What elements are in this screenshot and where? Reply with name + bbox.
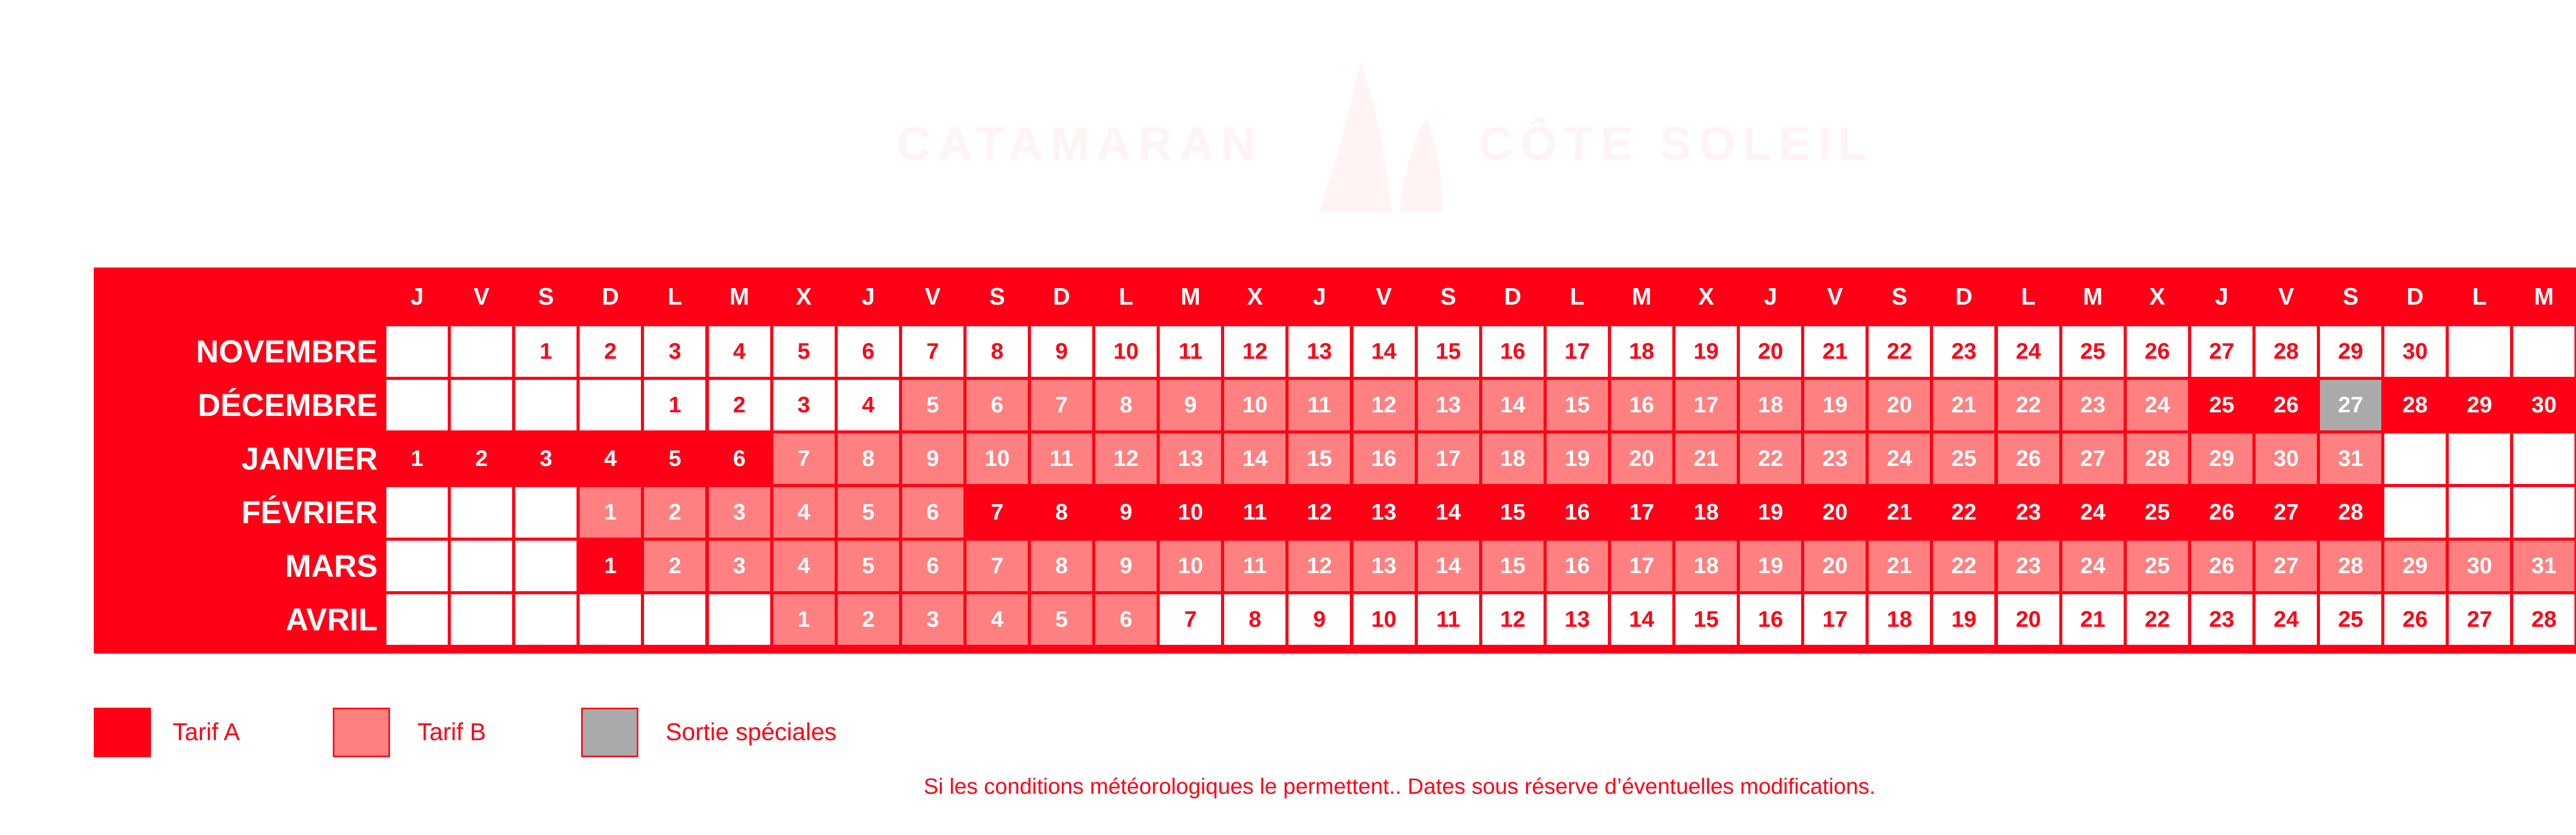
empty-day-cell [514,593,578,646]
day-cell-tarif-a: 18 [1674,486,1738,539]
month-label: FÉVRIER [241,495,378,530]
day-cell-tarif-b: 13 [1158,432,1223,486]
day-header: S [2343,282,2359,310]
day-header: L [1570,282,1585,310]
day-cell-tarif-b: 4 [965,593,1029,646]
empty-day-cell [578,593,642,646]
day-cell-tarif-a: 19 [1738,486,1803,539]
day-header: D [1955,282,1973,310]
day-cell: 11 [1416,593,1481,646]
day-cell-tarif-b: 21 [1931,378,1996,432]
day-cell-tarif-b: 8 [836,432,901,486]
day-header: V [925,282,941,310]
day-cell: 19 [1931,593,1996,646]
day-cell: 1 [642,378,707,432]
day-cell-tarif-b: 10 [1158,539,1223,593]
day-cell: 7 [1158,593,1223,646]
day-cell-tarif-b: 15 [1287,432,1351,486]
header-logo [896,57,1906,222]
day-header: S [1891,282,1908,310]
day-cell: 13 [1545,593,1609,646]
day-cell-tarif-b: 11 [1287,378,1351,432]
day-cell-tarif-a: 29 [2447,378,2512,432]
day-header: D [1504,282,1521,310]
day-header: J [2215,282,2229,310]
day-cell-tarif-b: 9 [1158,378,1223,432]
day-cell-tarif-a: 27 [2254,486,2318,539]
day-header: V [1827,282,1843,310]
day-cell-tarif-b: 1 [772,593,836,646]
tarif-calendar [94,268,2576,654]
day-cell-tarif-b: 20 [1803,539,1867,593]
legend-label-sortie-speciale: Sortie spéciales [666,718,837,745]
day-cell: 8 [1223,593,1287,646]
day-cell-tarif-b: 12 [1352,378,1416,432]
day-header: J [861,282,875,310]
day-cell-tarif-b: 22 [1996,378,2061,432]
day-cell-tarif-a: 6 [707,432,772,486]
day-cell: 18 [1609,325,1674,378]
day-cell: 15 [1674,593,1738,646]
day-cell-tarif-b: 23 [1996,539,2061,593]
day-cell: 11 [1158,325,1223,378]
day-cell: 21 [1803,325,1867,378]
day-cell-tarif-b: 4 [772,539,836,593]
day-cell-tarif-b: 9 [1094,539,1158,593]
day-cell: 17 [1803,593,1867,646]
empty-day-cell [385,539,449,593]
day-header: X [1247,282,1263,310]
empty-day-cell [2447,432,2512,486]
day-cell-tarif-b: 13 [1352,539,1416,593]
day-header: M [2534,282,2554,310]
day-cell-tarif-b: 20 [1867,378,1931,432]
day-cell-tarif-b: 8 [1029,539,1094,593]
day-cell-tarif-a: 17 [1609,486,1674,539]
day-cell-tarif-b: 3 [901,593,965,646]
empty-day-cell [2512,432,2576,486]
empty-day-cell [2512,325,2576,378]
day-cell-tarif-a: 22 [1931,486,1996,539]
day-cell: 27 [2190,325,2254,378]
day-cell-tarif-a: 7 [965,486,1029,539]
day-cell-tarif-b: 28 [2125,432,2190,486]
day-cell-tarif-b: 8 [1094,378,1158,432]
day-cell-tarif-b: 11 [1223,539,1287,593]
empty-day-cell [2383,432,2447,486]
day-cell-tarif-b: 1 [578,486,642,539]
day-cell-tarif-b: 22 [1931,539,1996,593]
day-header: D [602,282,619,310]
empty-day-cell [449,593,514,646]
day-header: S [1440,282,1456,310]
day-cell-tarif-a: 11 [1223,486,1287,539]
legend-swatch-tarif-a [94,708,151,757]
day-cell: 9 [1029,325,1094,378]
day-cell-tarif-b: 11 [1029,432,1094,486]
day-header: M [2082,282,2103,310]
day-cell: 19 [1674,325,1738,378]
day-header: X [2149,282,2165,310]
day-cell: 23 [2190,593,2254,646]
day-cell: 9 [1287,593,1351,646]
day-header: X [1698,282,1714,310]
day-cell-tarif-b: 27 [2061,432,2125,486]
day-cell-tarif-b: 16 [1609,378,1674,432]
day-cell-tarif-a: 15 [1481,486,1545,539]
day-cell-tarif-b: 20 [1609,432,1674,486]
day-cell-tarif-b: 16 [1352,432,1416,486]
empty-day-cell [449,539,514,593]
day-cell: 24 [2254,593,2318,646]
empty-day-cell [449,378,514,432]
day-cell-tarif-b: 17 [1416,432,1481,486]
day-cell-tarif-b: 25 [2125,539,2190,593]
day-cell-tarif-a: 24 [2061,486,2125,539]
day-cell-tarif-b: 17 [1674,378,1738,432]
day-cell-tarif-a: 13 [1352,486,1416,539]
day-cell-tarif-b: 30 [2254,432,2318,486]
day-cell-tarif-b: 3 [707,539,772,593]
day-header: M [1632,282,1652,310]
day-cell: 16 [1738,593,1803,646]
day-cell: 20 [1738,325,1803,378]
empty-day-cell [514,378,578,432]
day-cell: 15 [1416,325,1481,378]
day-cell-tarif-b: 22 [1738,432,1803,486]
day-cell-tarif-b: 10 [1223,378,1287,432]
day-cell-tarif-b: 5 [901,378,965,432]
day-cell-tarif-b: 6 [965,378,1029,432]
logo-right-text [1479,117,1874,170]
day-header: S [538,282,554,310]
day-cell: 28 [2254,325,2318,378]
day-cell: 25 [2318,593,2383,646]
day-cell: 27 [2447,593,2512,646]
day-cell-tarif-b: 7 [965,539,1029,593]
day-cell-tarif-a: 8 [1029,486,1094,539]
day-cell-tarif-a: 26 [2190,486,2254,539]
day-cell-tarif-b: 5 [836,539,901,593]
day-cell-tarif-b: 26 [2190,539,2254,593]
day-cell-tarif-a: 23 [1996,486,2061,539]
empty-day-cell [2383,486,2447,539]
day-cell-tarif-b: 25 [1931,432,1996,486]
day-cell-tarif-b: 15 [1481,539,1545,593]
empty-day-cell [449,325,514,378]
logo-left-text [896,118,1262,170]
logo-sail-icon [1319,62,1443,211]
empty-day-cell [642,593,707,646]
empty-day-cell [385,486,449,539]
empty-day-cell [514,486,578,539]
day-cell-tarif-b: 26 [1996,432,2061,486]
disclaimer-note: Si les conditions météorologiques le permettent.. Dates sous réserve d’éventuelles modifications. [923,774,1876,799]
day-cell: 1 [514,325,578,378]
day-cell-tarif-b: 3 [707,486,772,539]
day-cell-tarif-a: 30 [2512,378,2576,432]
day-cell-tarif-b: 7 [1029,378,1094,432]
day-cell: 4 [707,325,772,378]
day-cell-tarif-a: 26 [2254,378,2318,432]
day-cell-tarif-a: 12 [1287,486,1351,539]
day-cell-tarif-b: 6 [901,486,965,539]
day-cell-tarif-b: 21 [1674,432,1738,486]
day-cell: 10 [1352,593,1416,646]
day-cell-tarif-b: 2 [642,486,707,539]
day-cell-tarif-b: 2 [642,539,707,593]
day-cell-tarif-b: 21 [1867,539,1931,593]
day-cell-tarif-b: 19 [1545,432,1609,486]
day-cell-tarif-b: 19 [1803,378,1867,432]
empty-day-cell [2447,486,2512,539]
empty-day-cell [2512,486,2576,539]
day-cell: 24 [1996,325,2061,378]
day-cell-tarif-b: 30 [2447,539,2512,593]
day-cell-tarif-b: 2 [836,593,901,646]
day-cell-tarif-b: 9 [901,432,965,486]
day-cell: 12 [1481,593,1545,646]
day-cell: 3 [642,325,707,378]
day-header: V [473,282,489,310]
day-cell: 26 [2383,593,2447,646]
day-cell-tarif-b: 24 [2061,539,2125,593]
day-cell: 10 [1094,325,1158,378]
month-label: MARS [285,548,378,583]
day-cell-tarif-b: 16 [1545,539,1609,593]
day-header: J [1764,282,1777,310]
day-cell-tarif-a: 1 [578,539,642,593]
day-cell-tarif-b: 24 [2125,378,2190,432]
day-cell-tarif-b: 23 [1803,432,1867,486]
day-header: M [1180,282,1200,310]
day-cell: 22 [2125,593,2190,646]
month-label: AVRIL [285,602,378,637]
day-cell-tarif-b: 23 [2061,378,2125,432]
day-cell-tarif-a: 21 [1867,486,1931,539]
day-cell-tarif-b: 13 [1416,378,1481,432]
day-cell-tarif-b: 12 [1287,539,1351,593]
day-header: L [1118,282,1133,310]
day-cell-tarif-a: 5 [642,432,707,486]
day-header: L [2021,282,2036,310]
day-header: S [989,282,1005,310]
day-cell-tarif-b: 12 [1094,432,1158,486]
day-cell: 30 [2383,325,2447,378]
day-cell: 25 [2061,325,2125,378]
day-cell: 6 [836,325,901,378]
day-cell: 28 [2512,593,2576,646]
day-cell-tarif-b: 28 [2318,539,2383,593]
day-cell-tarif-a: 25 [2190,378,2254,432]
day-cell: 5 [772,325,836,378]
day-cell-tarif-b: 29 [2383,539,2447,593]
month-label: DÉCEMBRE [197,388,378,423]
day-cell-tarif-b: 18 [1674,539,1738,593]
day-cell: 8 [965,325,1029,378]
empty-day-cell [2447,325,2512,378]
day-cell: 26 [2125,325,2190,378]
day-cell-tarif-b: 6 [901,539,965,593]
day-header: L [2472,282,2487,310]
day-header: D [2406,282,2424,310]
day-cell-tarif-b: 14 [1481,378,1545,432]
empty-day-cell [514,539,578,593]
day-cell-tarif-b: 27 [2254,539,2318,593]
empty-day-cell [707,593,772,646]
day-cell-tarif-a: 28 [2318,486,2383,539]
day-cell-tarif-a: 4 [578,432,642,486]
day-cell: 2 [707,378,772,432]
day-cell-tarif-b: 24 [1867,432,1931,486]
day-cell-tarif-a: 20 [1803,486,1867,539]
day-cell: 29 [2318,325,2383,378]
day-cell: 7 [901,325,965,378]
day-cell: 16 [1481,325,1545,378]
day-cell-tarif-b: 29 [2190,432,2254,486]
day-cell-tarif-b: 17 [1609,539,1674,593]
empty-day-cell [385,325,449,378]
day-cell-tarif-b: 14 [1223,432,1287,486]
empty-day-cell [385,593,449,646]
day-header: J [410,282,424,310]
empty-day-cell [385,378,449,432]
day-header: V [2278,282,2294,310]
day-header: V [1376,282,1392,310]
legend-swatch-sortie-speciale [581,708,638,757]
day-cell: 14 [1352,325,1416,378]
day-cell-tarif-a: 3 [514,432,578,486]
day-cell: 3 [772,378,836,432]
day-cell: 23 [1931,325,1996,378]
day-cell-tarif-b: 18 [1738,378,1803,432]
month-label: JANVIER [241,441,378,476]
day-cell-tarif-b: 19 [1738,539,1803,593]
day-cell-tarif-a: 2 [449,432,514,486]
day-cell-tarif-b: 14 [1416,539,1481,593]
day-cell: 12 [1223,325,1287,378]
day-cell-tarif-b: 5 [836,486,901,539]
day-header: D [1053,282,1071,310]
day-header: J [1313,282,1326,310]
day-cell: 17 [1545,325,1609,378]
day-cell-tarif-a: 28 [2383,378,2447,432]
day-cell: 21 [2061,593,2125,646]
day-header: L [667,282,682,310]
day-cell-tarif-b: 15 [1545,378,1609,432]
day-cell-tarif-b: 10 [965,432,1029,486]
day-cell-tarif-a: 1 [385,432,449,486]
day-cell-tarif-b: 31 [2512,539,2576,593]
day-cell-tarif-b: 31 [2318,432,2383,486]
day-cell-tarif-b: 5 [1029,593,1094,646]
legend-label-tarif-a: Tarif A [173,718,240,745]
day-cell-tarif-b: 4 [772,486,836,539]
day-cell: 18 [1867,593,1931,646]
day-cell-tarif-a: 14 [1416,486,1481,539]
day-cell-tarif-b: 18 [1481,432,1545,486]
day-cell: 13 [1287,325,1351,378]
day-cell-tarif-a: 9 [1094,486,1158,539]
day-header: X [795,282,812,310]
day-cell: 20 [1996,593,2061,646]
empty-day-cell [449,486,514,539]
day-cell-tarif-b: 6 [1094,593,1158,646]
day-cell-tarif-a: 16 [1545,486,1609,539]
legend-label-tarif-b: Tarif B [417,718,486,745]
legend-swatch-tarif-b [333,708,390,757]
day-cell: 22 [1867,325,1931,378]
day-cell-sortie-speciale: 27 [2318,378,2383,432]
day-cell: 4 [836,378,901,432]
day-cell-tarif-a: 10 [1158,486,1223,539]
day-cell-tarif-b: 7 [772,432,836,486]
month-label: NOVEMBRE [196,334,378,369]
day-cell: 14 [1609,593,1674,646]
day-cell: 2 [578,325,642,378]
day-cell-tarif-a: 25 [2125,486,2190,539]
day-header: M [729,282,750,310]
empty-day-cell [578,378,642,432]
